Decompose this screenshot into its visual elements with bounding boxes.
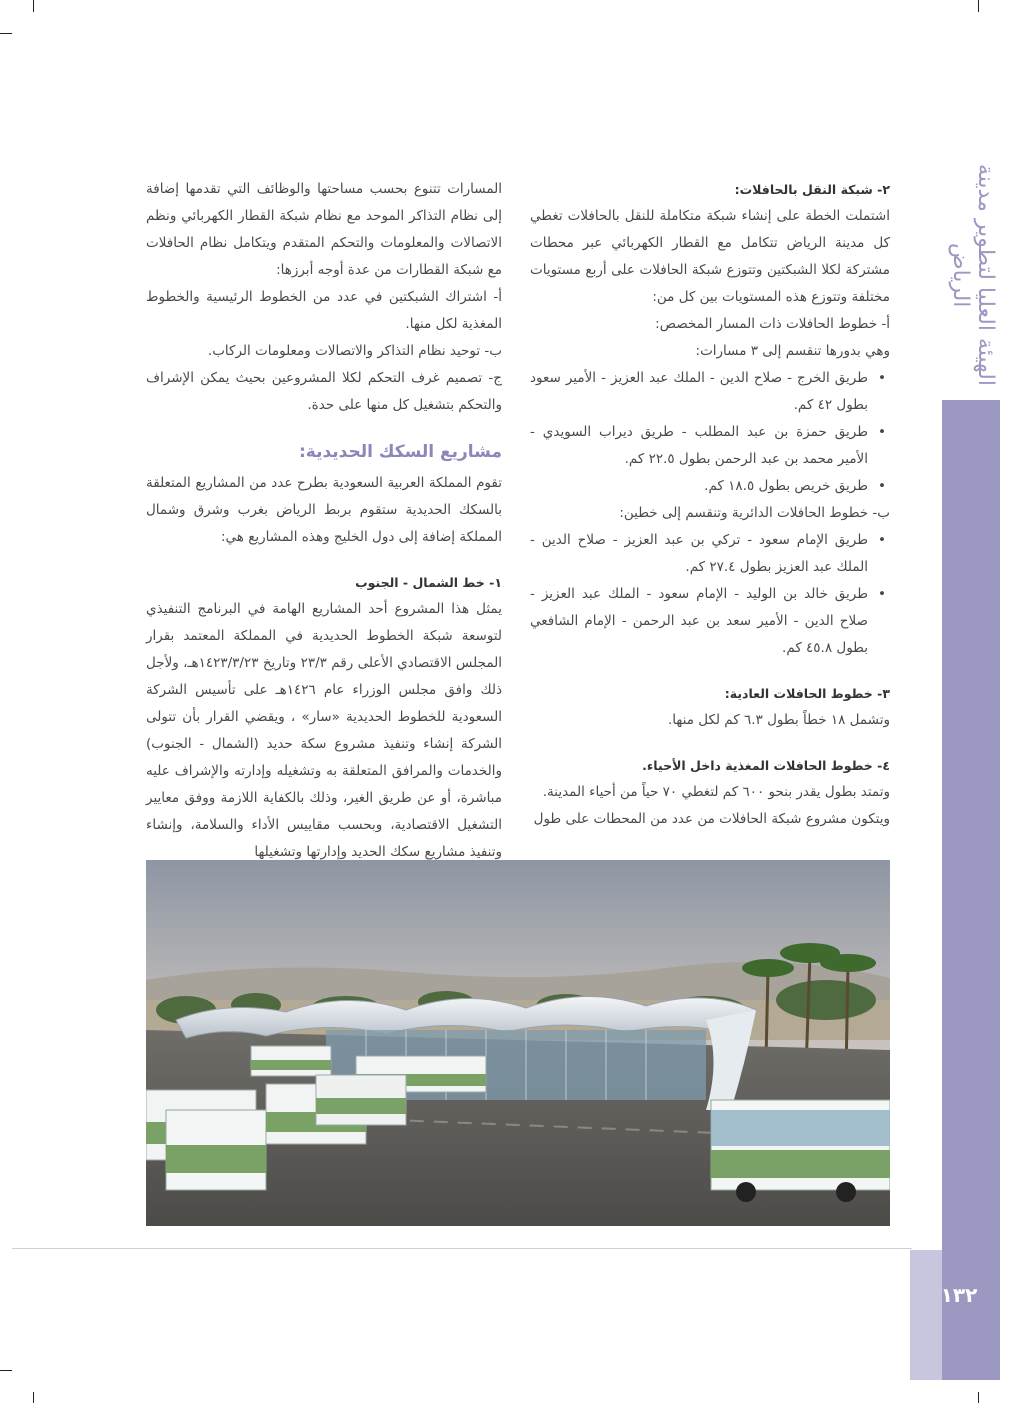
heading-feeder-lines: ٤- خطوط الحافلات المغذية داخل الأحياء. <box>642 758 890 773</box>
heading-regular-lines: ٣- خطوط الحافلات العادية: <box>724 686 890 701</box>
paragraph: اشتملت الخطة على إنشاء شبكة متكاملة للنقل بالحافلات تغطي كل مدينة الرياض تتكامل مع القطار الكهربائي عبر محطات مشتركة لكلا الشبكتين وتتوزع شبكة الحافلات على أربع مستويات مختلفة وتتوزع هذه المستويات بين كل من: <box>530 208 890 305</box>
list-item: • طريق خريص بطول ١٨.٥ كم. <box>530 473 890 500</box>
left-column <box>146 176 502 866</box>
paragraph: وهي بدورها تنقسم إلى ٣ مسارات: <box>695 343 890 359</box>
right-column <box>530 176 890 833</box>
list-item: أ- اشتراك الشبكتين في عدد من الخطوط الرئيسية والخطوط المغذية لكل منها. <box>146 289 502 332</box>
paragraph: يمثل هذا المشروع أحد المشاريع الهامة في البرنامج التنفيذي لتوسعة شبكة الخطوط الحديدية في المملكة المعتمد بقرار المجلس الاقتصادي الأعلى رقم ٢٣/٣ وتاريخ ١٤٢٣/٣/٢٣هـ، ولأجل ذلك وافق مجلس الوزراء عام ١٤٢٦هـ على تأسيس الشركة السعودية للخطوط الحديدية «سار» ، ويقضي القرار بأن تتولى الشركة إنشاء وتنفيذ مشروع سكة حديد (الشمال - الجنوب) والخدمات والمرافق المتعلقة به وتشغيله وإدارته والإشراف عليه مباشرة، أو عن طريق الغير، وذلك بالكفاية اللازمة ووفق معايير التشغيل الاقتصادية، وبحسب مقاييس الأداء والسلامة، وإنشاء وتنفيذ مشاريع سكك الحديد وإدارتها وتشغيلها <box>146 601 502 860</box>
bus-station-illustration <box>146 860 890 1226</box>
footer-divider <box>12 1248 912 1249</box>
list-item: ج- تصميم غرف التحكم لكلا المشروعين بحيث يمكن الإشراف والتحكم بتشغيل كل منها على حدة. <box>146 370 502 413</box>
heading-bus-network: ٢- شبكة النقل بالحافلات: <box>734 182 890 197</box>
page-number: ١٣٢ <box>940 1283 978 1307</box>
sidebar-title: الهيئة العليا لتطوير مدينة الرياض <box>948 164 998 386</box>
list-item: ب- توحيد نظام التذاكر والاتصالات ومعلومات الركاب. <box>207 343 502 359</box>
list-item: • طريق الإمام سعود - تركي بن عبد العزيز - صلاح الدين - الملك عبد العزيز بطول ٢٧.٤ كم. <box>530 527 890 581</box>
paragraph: تقوم المملكة العربية السعودية بطرح عدد من المشاريع المتعلقة بالسكك الحديدية ستقوم بربط الرياض بغرب وشرق وشمال المملكة إضافة إلى دول الخليج وهذه المشاريع هي: <box>146 475 502 545</box>
subheading: أ- خطوط الحافلات ذات المسار المخصص: <box>655 316 890 332</box>
list-item: • طريق الخرج - صلاح الدين - الملك عبد العزيز - الأمير سعود بطول ٤٢ كم. <box>530 365 890 419</box>
heading-rail-projects: مشاريع السكك الحديدية: <box>298 442 502 462</box>
paragraph: ويتكون مشروع شبكة الحافلات من عدد من المحطات على طول <box>533 811 890 827</box>
footer-band <box>910 1250 942 1380</box>
paragraph: المسارات تتنوع بحسب مساحتها والوظائف التي تقدمها إضافة إلى نظام التذاكر الموحد مع نظام شبكة القطار الكهربائي ونظم الاتصالات والمعلومات والتحكم المتقدم ويتكامل نظام الحافلات مع شبكة القطارات من عدة أوجه أبرزها: <box>146 181 502 278</box>
heading-north-south-line: ١- خط الشمال - الجنوب <box>355 575 502 590</box>
sidebar-band <box>942 400 1000 1380</box>
paragraph: وتشمل ١٨ خطاً بطول ٦.٣ كم لكل منها. <box>668 712 890 728</box>
list-item: • طريق خالد بن الوليد - الإمام سعود - الملك عبد العزيز - صلاح الدين - الأمير سعد بن عبد الرحمن - الإمام الشافعي بطول ٤٥.٨ كم. <box>530 581 890 662</box>
bus-station-image <box>146 860 890 1226</box>
list-item: • طريق حمزة بن عبد المطلب - طريق ديراب السويدي - الأمير محمد بن عبد الرحمن بطول ٢٢.٥ كم. <box>530 419 890 473</box>
paragraph: وتمتد بطول يقدر بنحو ٦٠٠ كم لتغطي ٧٠ حياً من أحياء المدينة. <box>542 784 890 800</box>
subheading: ب- خطوط الحافلات الدائرية وتنقسم إلى خطين: <box>619 505 890 521</box>
